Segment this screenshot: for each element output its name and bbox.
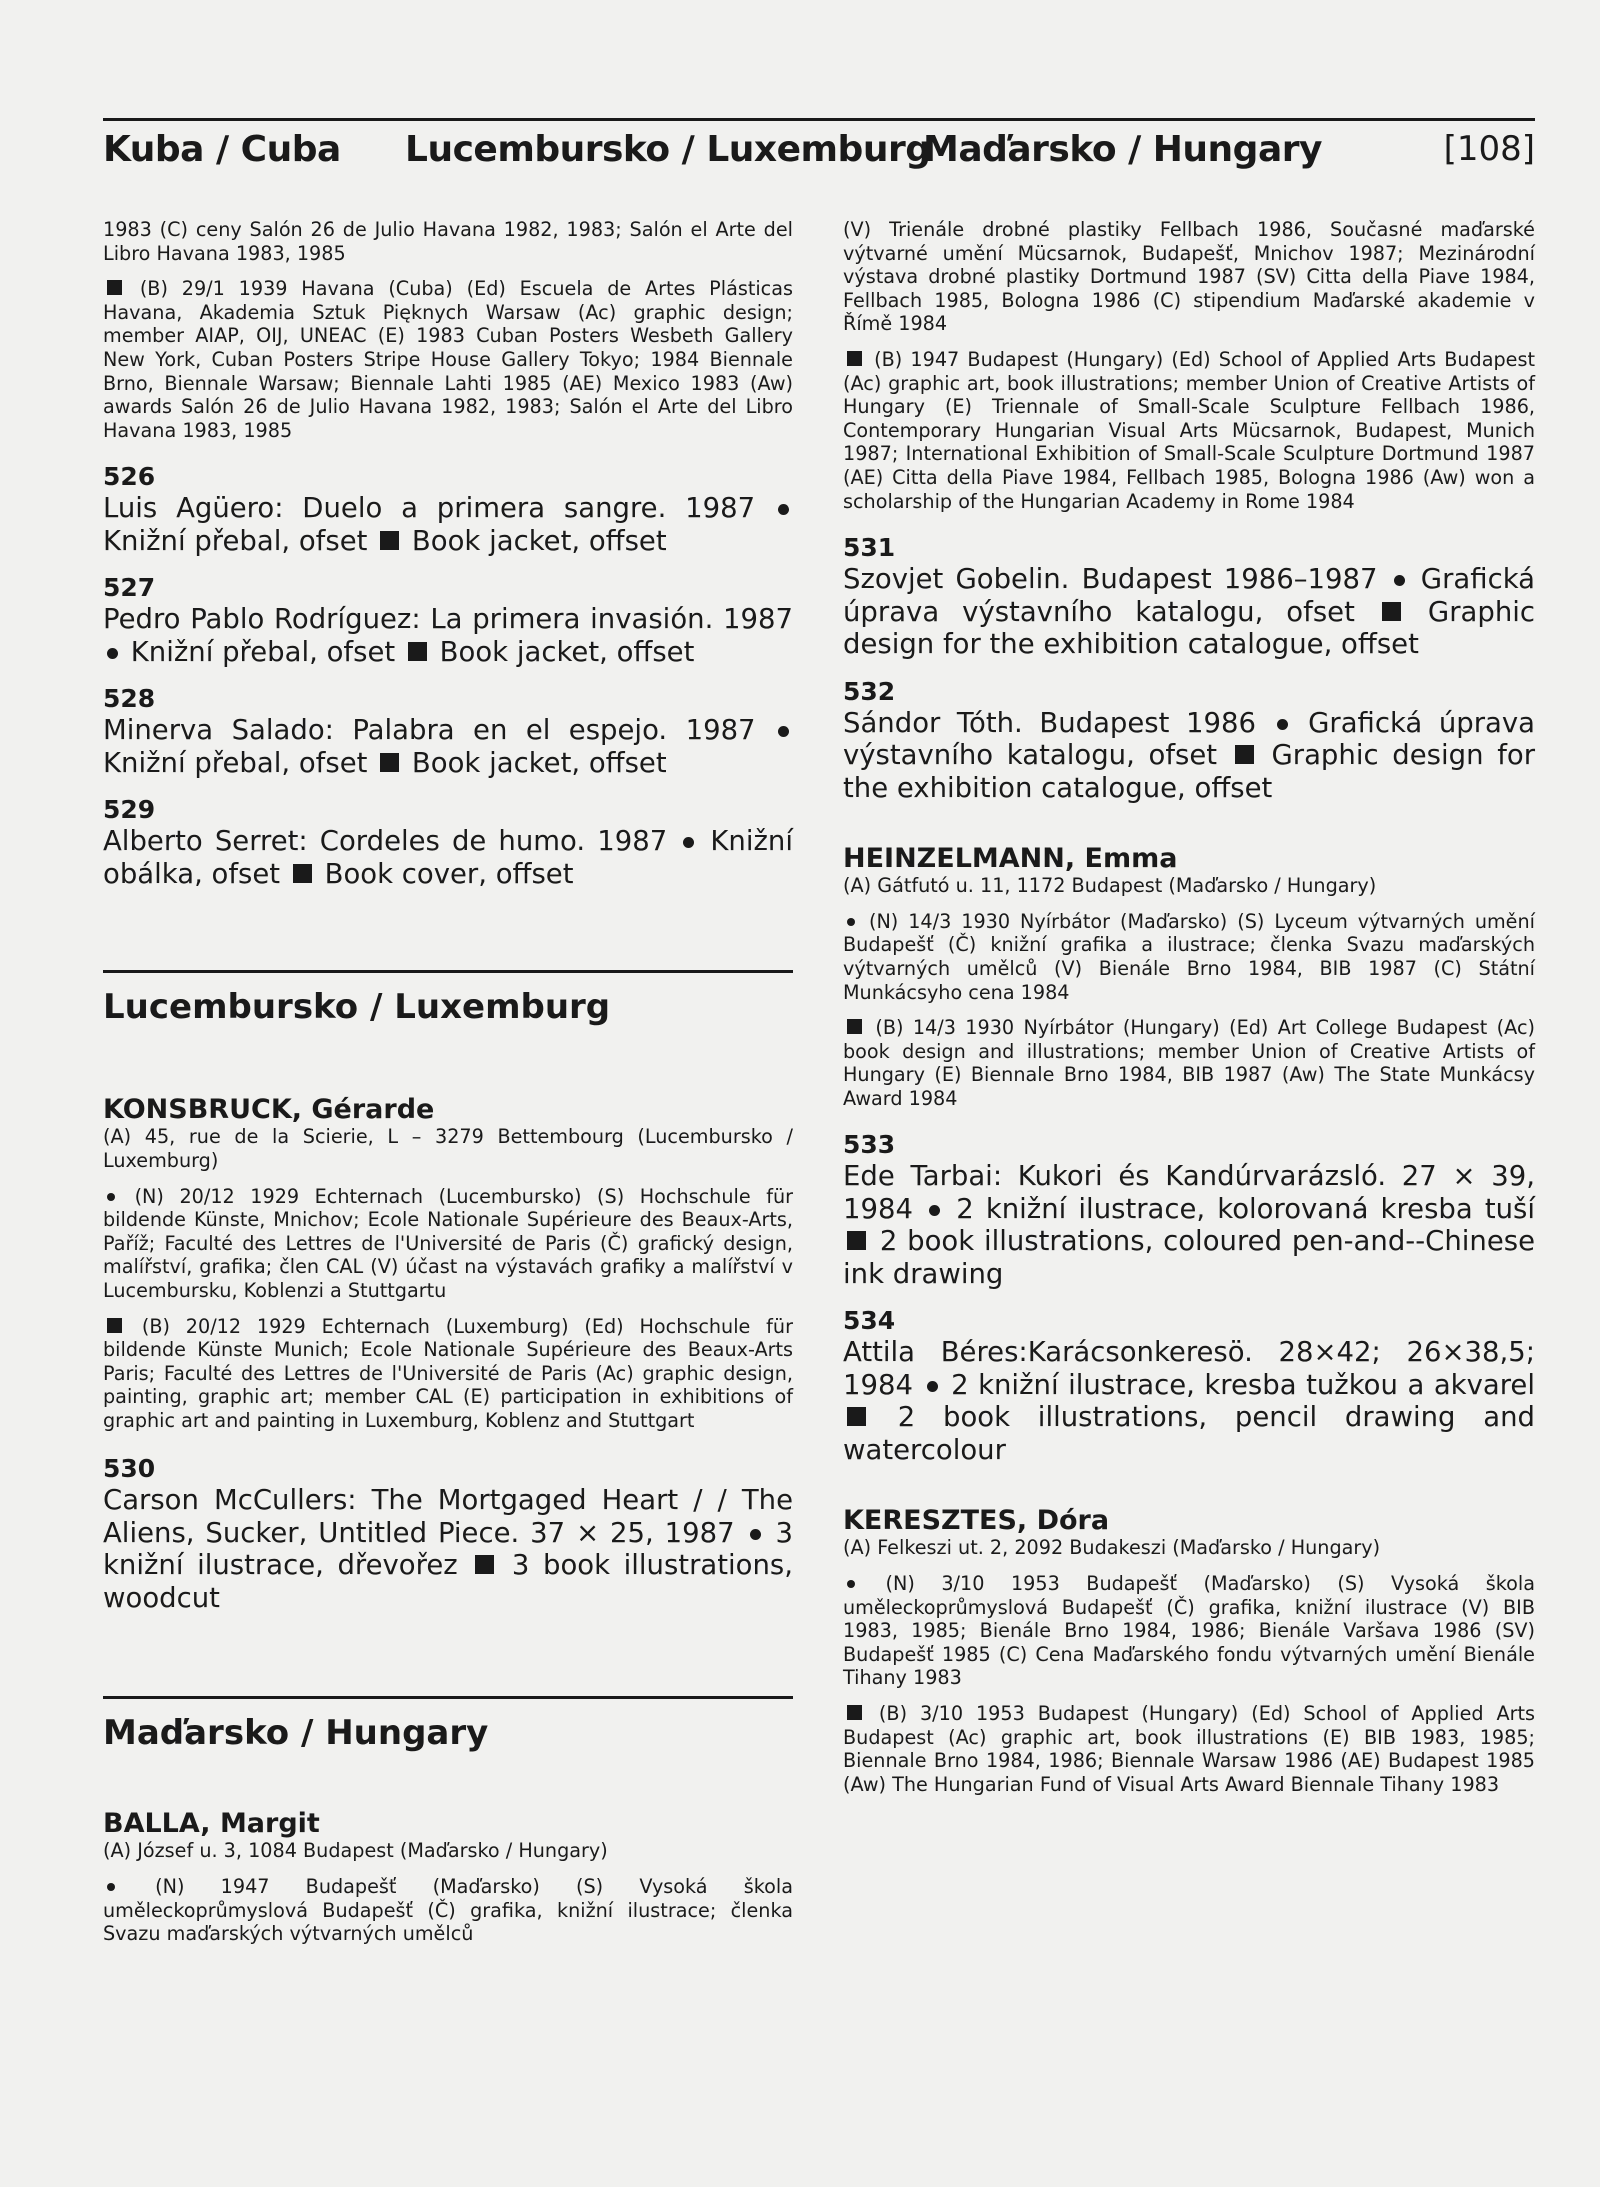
square-icon — [293, 864, 312, 883]
right-column — [843, 218, 1535, 1808]
square-icon — [847, 1231, 866, 1250]
czech-bullet-icon — [107, 1193, 115, 1201]
left-column — [103, 218, 793, 1958]
catalog-number-532: 532 — [843, 676, 896, 706]
bullet-icon — [750, 1529, 761, 1540]
square-icon — [380, 753, 399, 772]
catalog-entry-528: Minerva Salado: Palabra en el espejo. 1987 Knižní přebal, ofset Book jacket, offset — [103, 714, 793, 779]
english-square-marker — [847, 1019, 862, 1034]
bullet-icon — [107, 648, 118, 659]
catalog-entry-534: Attila Béres:Karácsonkeresö. 28×42; 26×38,5; 1984 2 knižní ilustrace, kresba tužkou a akvarel 2 book illustrations, pencil drawing and watercolour — [843, 1336, 1536, 1466]
square-icon — [380, 531, 399, 550]
catalog-number-534: 534 — [843, 1306, 896, 1336]
section-heading-luxemburg: Lucembursko / Luxemburg — [103, 970, 793, 1027]
bullet-icon — [683, 837, 694, 848]
artist-bio-en-heinzelmann: (B) 14/3 1930 Nyírbátor (Hungary) (Ed) Art College Budapest (Ac) book design and illustrations; member Union of Creative Artists of Hungary (E) Biennale Brno 1984, BIB 1987 (Aw) The State Munkácsy Award 1984 — [843, 1016, 1535, 1110]
bullet-icon — [1394, 575, 1405, 586]
square-icon — [1382, 602, 1401, 621]
square-icon — [408, 642, 427, 661]
czech-bullet-icon — [107, 1883, 115, 1891]
section-heading-hungary: Maďarsko / Hungary — [103, 1696, 793, 1753]
artist-name-keresztes: KERESZTES, Dóra — [843, 1505, 1110, 1537]
square-icon — [847, 1407, 866, 1426]
catalog-number-529: 529 — [103, 795, 156, 825]
header-title-hungary: Maďarsko / Hungary — [923, 129, 1322, 170]
catalog-number-526: 526 — [103, 462, 156, 492]
catalog-number-533: 533 — [843, 1130, 896, 1160]
english-square-marker — [107, 1318, 122, 1333]
page-number: [108] — [1443, 129, 1535, 169]
bullet-icon — [778, 504, 789, 515]
catalog-entry-532: Sándor Tóth. Budapest 1986 Grafická úprava výstavního katalogu, ofset Graphic design for the exhibition catalogue, offset — [843, 706, 1536, 804]
bullet-icon — [1277, 719, 1288, 730]
english-square-marker — [847, 1705, 862, 1720]
catalog-entry-529: Alberto Serret: Cordeles de humo. 1987 Knižní obálka, ofset Book cover, offset — [103, 825, 793, 890]
catalog-number-528: 528 — [103, 684, 156, 714]
artist-bio-en-balla: (B) 1947 Budapest (Hungary) (Ed) School of Applied Arts Budapest (Ac) graphic art, book illustrations; member Union of Creative Artists of Hungary (E) Triennale of Small-Scale Sculpture Fellbach 1986, Contemporary Hungarian Visual Arts Mücsarnok, Budapest, Munich 1987; International Exhibition of Small-Scale Sculpture Dortmund 1987 (AE) Citta della Piave 1984, Fellbach 1985, Bologna 1986 (Aw) won a scholarship of the Hungarian Academy in Rome 1984 — [843, 347, 1535, 513]
bullet-icon — [778, 726, 789, 737]
artist-bio-cz-balla: (N) 1947 Budapešť (Maďarsko) (S) Vysoká škola uměleckoprůmyslová Budapešť (Č) grafika, knižní ilustrace; členka Svazu maďarských výtvarných umělců — [103, 1875, 793, 1946]
artist-name-balla: BALLA, Margit — [103, 1808, 320, 1840]
artist-address-keresztes: (A) Felkeszi ut. 2, 2092 Budakeszi (Maďarsko / Hungary) — [843, 1536, 1381, 1560]
artist-bio-en-konsbruck: (B) 20/12 1929 Echternach (Luxemburg) (Ed) Hochschule für bildende Künste Munich; Ecole Nationale Supérieure des Beaux-Arts Paris; Faculté des Lettres de l'Université de Paris (Ac) graphic design, painting, graphic art; member CAL (E) participation in exhibitions of graphic art and painting in Luxemburg, Koblenz and Stuttgart — [103, 1314, 793, 1432]
square-icon — [475, 1555, 494, 1574]
czech-bullet-icon — [847, 1580, 855, 1588]
catalog-entry-527: Pedro Pablo Rodríguez: La primera invasión. 1987 Knižní přebal, ofset Book jacket, offset — [103, 603, 793, 668]
artist-bio-cz-konsbruck: (N) 20/12 1929 Echternach (Lucembursko) (S) Hochschule für bildende Künste, Mnichov; Ecole Nationale Supérieure des Beaux-Arts, Paříž; Faculté des Lettres de l'Université de Paris (Č) grafický design, malířství, grafika; člen CAL (V) účast na výstavách grafiky a malířství v Lucembursku, Koblenzi a Stuttgartu — [103, 1184, 793, 1302]
artist-bio-en-keresztes: (B) 3/10 1953 Budapest (Hungary) (Ed) School of Applied Arts Budapest (Ac) graphic art, book illustrations (E) BIB 1983, 1985; Biennale Brno 1984, 1986; Biennale Warsaw 1986 (AE) Budapest 1985 (Aw) The Hungarian Fund of Visual Arts Award Biennale Tihany 1983 — [843, 1702, 1535, 1796]
artist-bio-cz-balla-cont: (V) Trienále drobné plastiky Fellbach 1986, Současné maďarské výtvarné umění Mücsarnok, Budapešť, Mnichov 1987; Mezinárodní výstava drobné plastiky Dortmund 1987 (SV) Citta della Piave 1984, Fellbach 1985, Bologna 1986 (C) stipendium Maďarské akademie v Římě 1984 — [843, 218, 1535, 336]
header-title-luxemburg: Lucembursko / Luxemburg — [405, 129, 931, 170]
cuba-bio-en: (B) 29/1 1939 Havana (Cuba) (Ed) Escuela de Artes Plásticas Havana, Akademia Sztuk Pięknych Warsaw (Ac) graphic design; member AIAP, OIJ, UNEAC (E) 1983 Cuban Posters Wesbeth Gallery New York, Cuban Posters Stripe House Gallery Tokyo; 1984 Biennale Brno, Biennale Warsaw; Biennale Lahti 1985 (AE) Mexico 1983 (Aw) awards Salón 26 de Julio Havana 1982, 1983; Salón el Arte del Libro Havana 1983, 1985 — [103, 277, 793, 442]
catalog-number-530: 530 — [103, 1454, 156, 1484]
catalog-number-527: 527 — [103, 573, 156, 603]
bullet-icon — [927, 1381, 938, 1392]
artist-bio-cz-heinzelmann: (N) 14/3 1930 Nyírbátor (Maďarsko) (S) Lyceum výtvarných umění Budapešť (Č) knižní grafika a ilustrace; členka Svazu maďarských výtvarných umělců (V) Bienále Brno 1984, BIB 1987 (C) Státní Munkácsyho cena 1984 — [843, 909, 1535, 1004]
catalog-entry-526: Luis Agüero: Duelo a primera sangre. 1987 Knižní přebal, ofset Book jacket, offset — [103, 492, 793, 557]
artist-address-konsbruck: (A) 45, rue de la Scierie, L – 3279 Bettembourg (Lucembursko / Luxemburg) — [103, 1125, 793, 1172]
artist-name-heinzelmann: HEINZELMANN, Emma — [843, 843, 1178, 875]
catalog-entry-530: Carson McCullers: The Mortgaged Heart / / The Aliens, Sucker, Untitled Piece. 37 × 25, 1987 3 knižní ilustrace, dřevořez 3 book illustrations, woodcut — [103, 1484, 794, 1614]
artist-bio-cz-keresztes: (N) 3/10 1953 Budapešť (Maďarsko) (S) Vysoká škola uměleckoprůmyslová Budapešť (Č) grafika, knižní ilustrace (V) BIB 1983, 1985; Bienále Brno 1984, 1986; Bienále Varšava 1986 (SV) Budapešť 1985 (C) Cena Maďarského fondu výtvarných umění Bienále Tihany 1983 — [843, 1572, 1535, 1690]
bullet-icon — [929, 1205, 940, 1216]
artist-name-konsbruck: KONSBRUCK, Gérarde — [103, 1094, 435, 1126]
square-icon — [1235, 745, 1254, 764]
artist-address-heinzelmann: (A) Gátfutó u. 11, 1172 Budapest (Maďarsko / Hungary) — [843, 874, 1377, 898]
cuba-bio-cz-cont: 1983 (C) ceny Salón 26 de Julio Havana 1982, 1983; Salón el Arte del Libro Havana 1983, 1985 — [103, 218, 793, 265]
czech-bullet-icon — [847, 918, 855, 926]
running-header — [103, 118, 1535, 181]
catalog-entry-531: Szovjet Gobelin. Budapest 1986–1987 Grafická úprava výstavního katalogu, ofset Graphic design for the exhibition catalogue, offset — [843, 563, 1536, 661]
catalog-entry-533: Ede Tarbai: Kukori és Kandúrvarázsló. 27 × 39, 1984 2 knižní ilustrace, kolorovaná kresba tuší 2 book illustrations, coloured pen-and--Chinese ink drawing — [843, 1160, 1535, 1290]
artist-address-balla: (A) József u. 3, 1084 Budapest (Maďarsko / Hungary) — [103, 1839, 608, 1863]
english-square-marker — [107, 280, 122, 295]
header-title-cuba: Kuba / Cuba — [103, 129, 341, 170]
english-square-marker — [847, 351, 862, 366]
catalog-number-531: 531 — [843, 533, 896, 563]
